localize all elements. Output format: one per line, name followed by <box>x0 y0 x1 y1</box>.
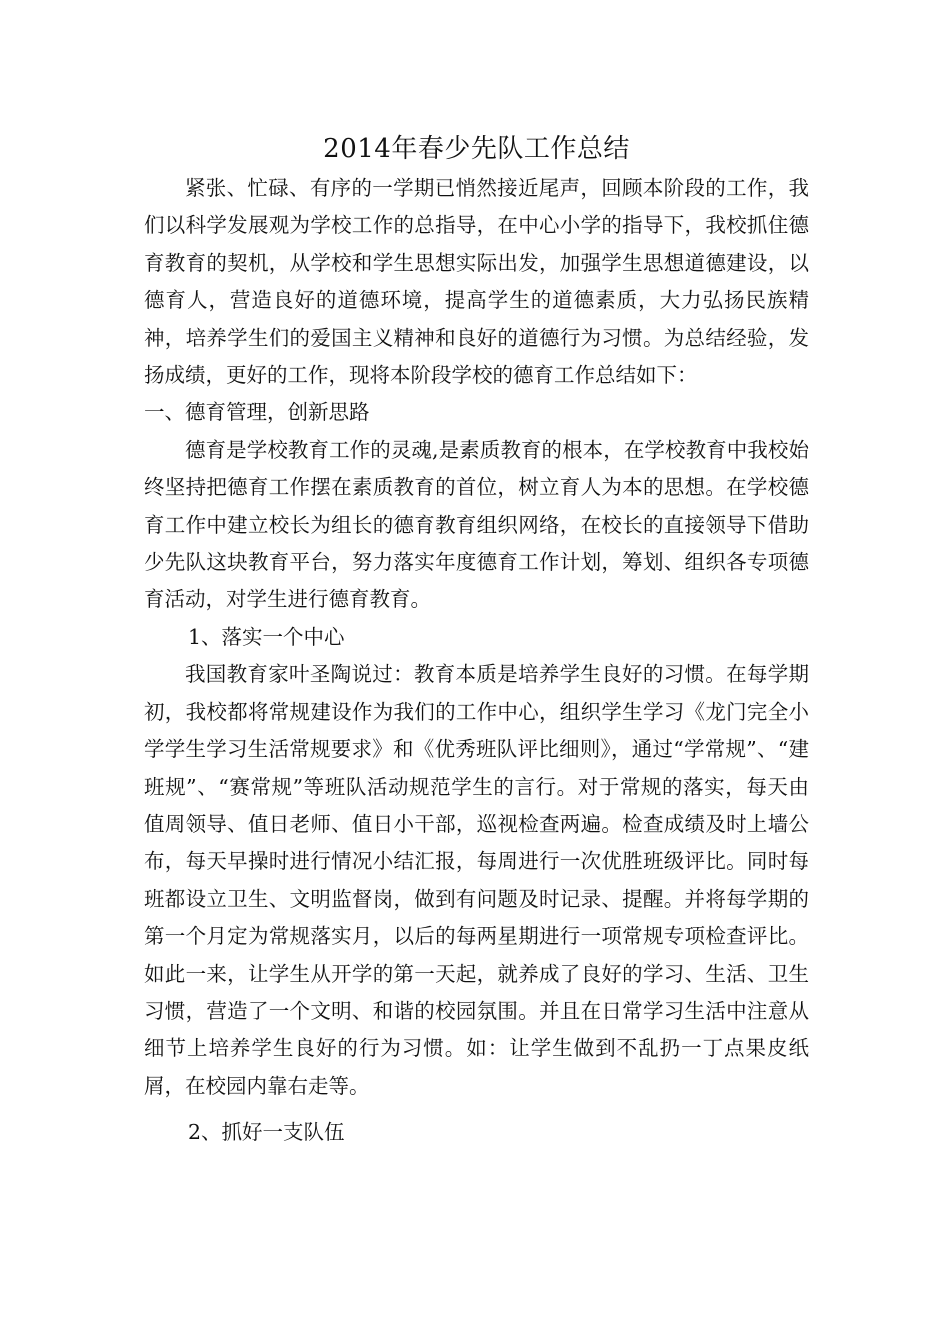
subsection-2-heading: 2、抓好一支队伍 <box>188 1120 345 1145</box>
subsection-1-paragraph: 我国教育家叶圣陶说过：教育本质是培养学生良好的习惯。在每学期初，我校都将常规建设作为我们的工作中心，组织学生学习《龙门完全小学学生学习生活常规要求》和《优秀班队评比细则》，通过“学常规”、“建班规”、“赛常规”等班队活动规范学生的言行。对于常规的落实，每天由值周领导、值日老师、值日小干部，巡视检查两遍。检查成绩及时上墙公布，每天早操时进行情况小结汇报，每周进行一次优胜班级评比。同时每班都设立卫生、文明监督岗，做到有问题及时记录、提醒。并将每学期的第一个月定为常规落实月，以后的每两星期进行一项常规专项检查评比。如此一来，让学生从开学的第一天起，就养成了良好的学习、生活、卫生习惯，营造了一个文明、和谐的校园氛围。并且在日常学习生活中注意从细节上培养学生良好的行为习惯。如：让学生做到不乱扔一丁点果皮纸屑，在校园内靠右走等。 <box>144 662 809 1098</box>
intro-paragraph: 紧张、忙碌、有序的一学期已悄然接近尾声，回顾本阶段的工作，我们以科学发展观为学校工作的总指导，在中心小学的指导下，我校抓住德育教育的契机，从学校和学生思想实际出发，加强学生思想道德建设，以德育人，营造良好的道德环境，提高学生的道德素质，大力弘扬民族精神，培养学生们的爱国主义精神和良好的道德行为习惯。为总结经验，发扬成绩，更好的工作，现将本阶段学校的德育工作总结如下： <box>144 176 809 388</box>
section-1-paragraph: 德育是学校教育工作的灵魂,是素质教育的根本，在学校教育中我校始终坚持把德育工作摆在素质教育的首位，树立育人为本的思想。在学校德育工作中建立校长为组长的德育教育组织网络，在校长的直接领导下借助少先队这块教育平台，努力落实年度德育工作计划，筹划、组织各专项德育活动，对学生进行德育教育。 <box>144 437 809 612</box>
document-title: 2014年春少先队工作总结 <box>323 134 630 164</box>
subsection-1-heading: 1、落实一个中心 <box>188 624 345 649</box>
document-page <box>144 128 809 1152</box>
section-1-heading: 一、德育管理，创新思路 <box>144 400 370 425</box>
